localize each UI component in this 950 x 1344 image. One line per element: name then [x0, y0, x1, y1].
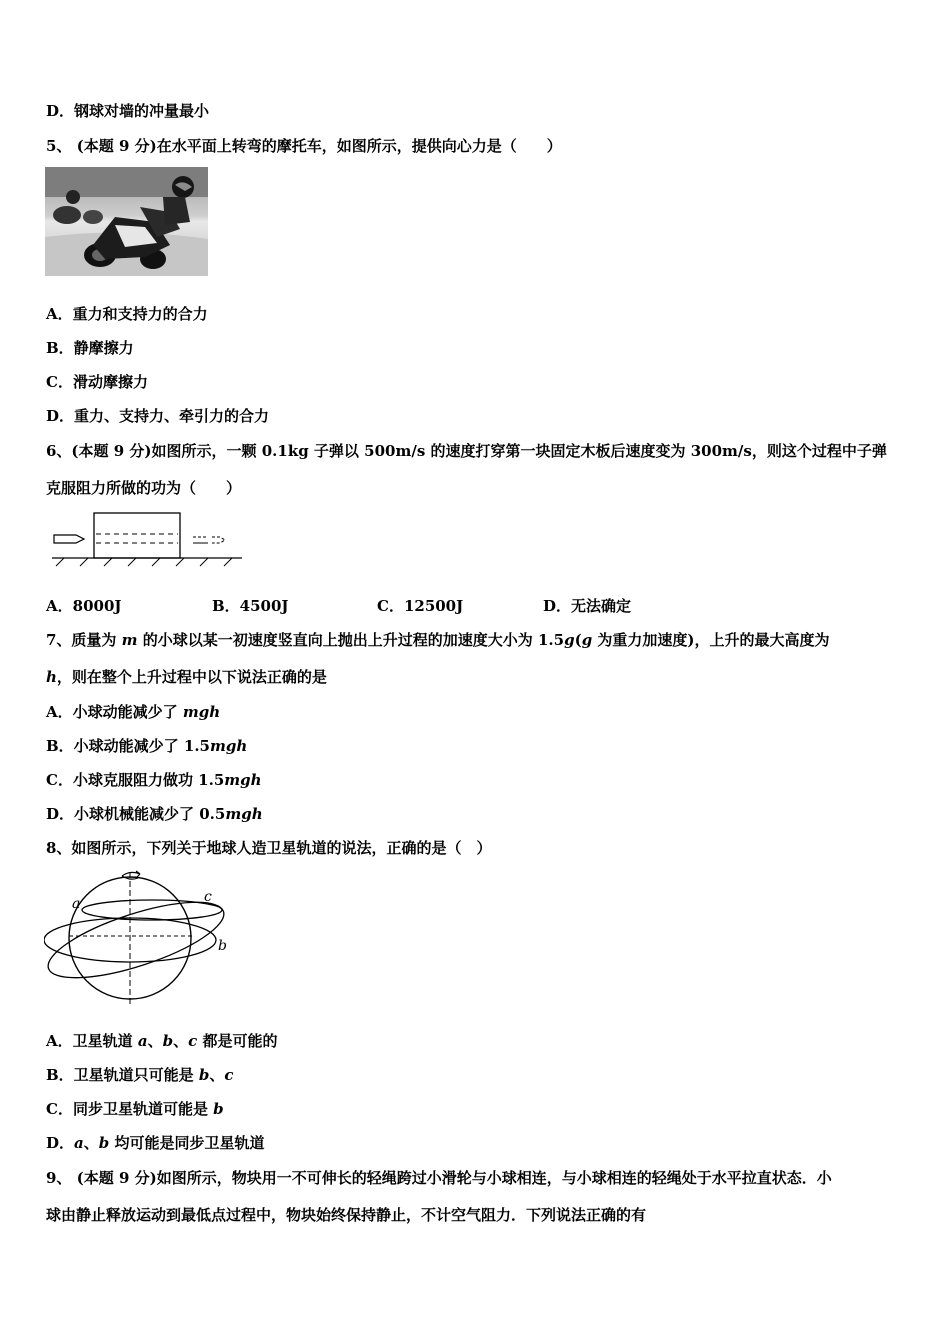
- q6-option-a: A．8000J: [46, 597, 122, 615]
- q8-option-d: D．a、b 均可能是同步卫星轨道: [46, 1134, 265, 1152]
- q8-option-a: A．卫星轨道 a、b、c 都是可能的: [46, 1032, 278, 1050]
- q8-option-b: B．卫星轨道只可能是 b、c: [46, 1066, 234, 1084]
- q7-stem-line2: h，则在整个上升过程中以下说法正确的是: [46, 668, 327, 686]
- satellite-orbits-diagram: [44, 868, 234, 1006]
- q6-option-c: C．12500J: [377, 597, 464, 615]
- q6-option-b: B．4500J: [212, 597, 289, 615]
- q8-stem: 8、如图所示，下列关于地球人造卫星轨道的说法，正确的是（ ）: [46, 839, 492, 857]
- bullet-board-diagram: [50, 510, 250, 572]
- q5-option-c: C．滑动摩擦力: [46, 373, 148, 391]
- q5-option-d: D．重力、支持力、牵引力的合力: [46, 407, 270, 425]
- orbit-c-label: c: [204, 889, 212, 905]
- q7-option-a: A．小球动能减少了 mgh: [46, 703, 221, 721]
- q8-option-c: C．同步卫星轨道可能是 b: [46, 1100, 224, 1118]
- motorcycle-photo: [45, 167, 208, 276]
- q6-stem-line1: 6、(本题 9 分)如图所示，一颗 0.1kg 子弹以 500m/s 的速度打穿第一块固定木板后速度变为 300m/s，则这个过程中子弹: [46, 442, 887, 460]
- q9-stem-line1: 9、 (本题 9 分)如图所示，物块用一不可伸长的轻绳跨过小滑轮与小球相连，与小球相连的轻绳处于水平拉直状态．小: [46, 1169, 832, 1187]
- q6-option-d: D．无法确定: [543, 597, 632, 615]
- q9-stem-line2: 球由静止释放运动到最低点过程中，物块始终保持静止，不计空气阻力．下列说法正确的有: [46, 1206, 647, 1224]
- q7-option-c: C．小球克服阻力做功 1.5mgh: [46, 771, 262, 789]
- q7-stem-line1: 7、质量为 m 的小球以某一初速度竖直向上抛出上升过程的加速度大小为 1.5g(g 为重力加速度)，上升的最大高度为: [46, 631, 830, 649]
- q5-option-b: B．静摩擦力: [46, 339, 134, 357]
- orbit-b-label: b: [218, 938, 227, 954]
- q7-option-d: D．小球机械能减少了 0.5mgh: [46, 805, 263, 823]
- q5-stem: 5、 (本题 9 分)在水平面上转弯的摩托车，如图所示，提供向心力是（ ）: [46, 137, 562, 155]
- q6-stem-line2: 克服阻力所做的功为（ ）: [46, 479, 242, 497]
- q4-option-d: D．钢球对墙的冲量最小: [46, 102, 210, 120]
- orbit-a-label: a: [72, 896, 81, 912]
- q7-option-b: B．小球动能减少了 1.5mgh: [46, 737, 248, 755]
- q5-option-a: A．重力和支持力的合力: [46, 305, 208, 323]
